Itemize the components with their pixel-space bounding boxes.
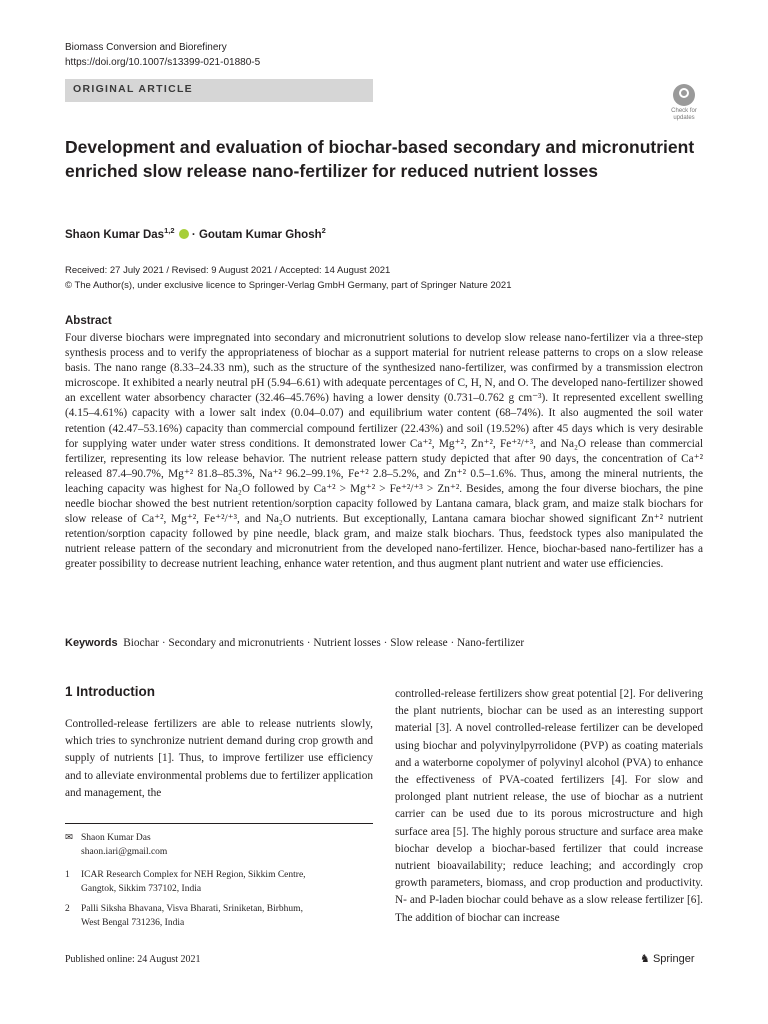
author-name[interactable]: Shaon Kumar Das <box>65 228 165 241</box>
badge-text: Check for updates <box>671 108 697 121</box>
doi-link[interactable]: https://doi.org/10.1007/s13399-021-01880-5 <box>65 57 261 68</box>
keywords <box>65 637 524 649</box>
affil-line: Gangtok, Sikkim 737102, India <box>81 884 202 894</box>
journal-header <box>65 40 260 70</box>
intro-column-right: controlled-release fertilizers show great potential [2]. For delivering the plant nutrients, biochar can be used as an interesting support material [3]. A novel controlled-release fertilizer can be developed using biochar and polyvinylpyrrolidone (PVP) as coating materials and a waterborne copolymer of polyvinyl alcohol (PVA) to enhance the effectiveness of PVA-coated fertilizers [4]. For slow and prolonged plant nutrient release, the use of biochar as a nutrient carrier can be used due to its porous microstructure and high surface area [5]. The highly porous structure and surface area make biochar develop a biochar-based fertilizer that could increase nutrient bioavailability; reduce leaching; and accordingly crop growth parameters, biomass, and crop production and productivity. N- and P-laden biochar could behave as a slow release fertilizer [6]. The addition of biochar can increase <box>395 688 703 924</box>
publisher-logo <box>640 952 695 965</box>
affil-line: West Bengal 731236, India <box>81 918 185 928</box>
corresponding-name: Shaon Kumar Das <box>81 833 151 843</box>
author-affil: 2 <box>321 226 326 235</box>
author-list <box>65 226 326 241</box>
footnote-divider <box>65 823 373 824</box>
affiliation-2 <box>65 902 303 930</box>
copyright: © The Author(s), under exclusive licence to Springer-Verlag GmbH Germany, part of Springer Nature 2021 <box>65 280 512 291</box>
article-dates <box>65 263 512 293</box>
springer-horse-icon: ♞ <box>640 953 650 965</box>
affil-line: ICAR Research Complex for NEH Region, Sikkim Centre, <box>81 870 306 880</box>
orcid-icon[interactable] <box>179 229 189 239</box>
article-type-band <box>65 79 373 102</box>
author-name[interactable]: Goutam Kumar Ghosh <box>198 228 322 241</box>
journal-name: Biomass Conversion and Biorefinery <box>65 42 227 53</box>
email-link[interactable]: shaon.iari@gmail.com <box>81 847 168 857</box>
affil-number: 2 <box>65 904 70 914</box>
article-type: ORIGINAL ARTICLE <box>73 83 193 95</box>
keywords-label: Keywords <box>65 637 118 649</box>
affiliation-1 <box>65 868 306 896</box>
check-updates-icon <box>673 84 695 106</box>
keywords-list: Biochar · Secondary and micronutrients · Nutrient losses · Slow release · Nano-fertilizer <box>123 637 525 649</box>
author-separator: · <box>188 228 199 241</box>
affil-number: 1 <box>65 870 70 880</box>
author-affil: 1,2 <box>164 226 175 235</box>
affil-line: Palli Siksha Bhavana, Visva Bharati, Sriniketan, Birbhum, <box>81 904 303 914</box>
corresponding-author <box>65 831 167 859</box>
abstract-heading: Abstract <box>65 315 112 327</box>
section-heading: 1 Introduction <box>65 684 155 699</box>
history-dates: Received: 27 July 2021 / Revised: 9 August 2021 / Accepted: 14 August 2021 <box>65 265 391 276</box>
intro-column-left: Controlled-release fertilizers are able to release nutrients slowly, which tries to synchronize nutrient demand during crop growth and supply of nutrients [1]. Thus, to improve fertilizer use efficiency and to alleviate environmental problems due to fertilizer application and management, the <box>65 718 373 799</box>
published-date: Published online: 24 August 2021 <box>65 954 201 965</box>
publisher-name: Springer <box>652 953 695 965</box>
check-for-updates-badge[interactable] <box>664 84 704 124</box>
abstract-text: Four diverse biochars were impregnated into secondary and micronutrient solutions to develop slow release nano-fertilizer via a three-step synthesis process and to verify the appropriateness of biochar as a support material for nutrient release patterns to crops on a slow release basis. The nano range (8.33–24.33 nm), such as the structure of the synthesized nano-fertilizer, was confirmed by a transmission electron microscope. It exhibited a nearly neutral pH (5.94–6.61) with adequate percentages of C, H, N, and O. The developed nano-fertilizer showed an excellent water absorbency character (32.46–45.76%) having a lower density (0.731–0.762 g cm⁻³). It represented excellent swelling (4.15–4.61%) capacity with a lower salt index (0.04–0.07) and equilibrium water content (68–74%). It also augmented the soil water retention (42.47–53.16%) capacity than commercial compound fertilizer (22.43%) and soil (19.52%) after 45 days which is very desirable for supplying water under water stress conditions. It demonstrated lower Ca⁺², Mg⁺², Zn⁺², Fe⁺²/⁺³, and Na₂O release than commercial fertilizer, representing its low release behavior. The nutrient release pattern study depicted that after 90 days, the concentration of Ca⁺² released 87.4–90.7%, Mg⁺² 81.8–85.3%, Na⁺² 96.2–99.1%, Fe⁺² 2.8–5.2%, and Zn⁺² 0.5–1.6%. Thus, among the mineral nutrients, the leaching capacity was highest for Na₂O followed by Ca⁺² > Mg⁺² > Fe⁺²/⁺³ > Zn⁺². Besides, among the four diverse biochars, the pine needle biochar showed the best nutrient retention/sorption capacity followed by Lantana camara, black gram, and maize stalk biochars for slow release of Ca⁺², Mg⁺², Fe⁺²/⁺³, and Na₂O nutrients. But exceptionally, Lantana camara biochar showed significant Zn⁺² nutrient retention/sorption capacity followed by pine needle, black gram, and maize stalk biochars. Thus, feedstock types also manipulated the nutrient release pattern of the secondary and micronutrient from the developed nano-fertilizer. Hence, biochar-based nano-fertilizer has a greater possibility to decrease nutrient leaching, enhance water retention, and thus augment plant nutrient and water use efficiencies. <box>65 332 703 571</box>
envelope-icon: ✉ <box>65 833 73 843</box>
paper-title: Development and evaluation of biochar-based secondary and micronutrient enriched slow release nano-fertilizer for reduced nutrient losses <box>65 137 695 181</box>
